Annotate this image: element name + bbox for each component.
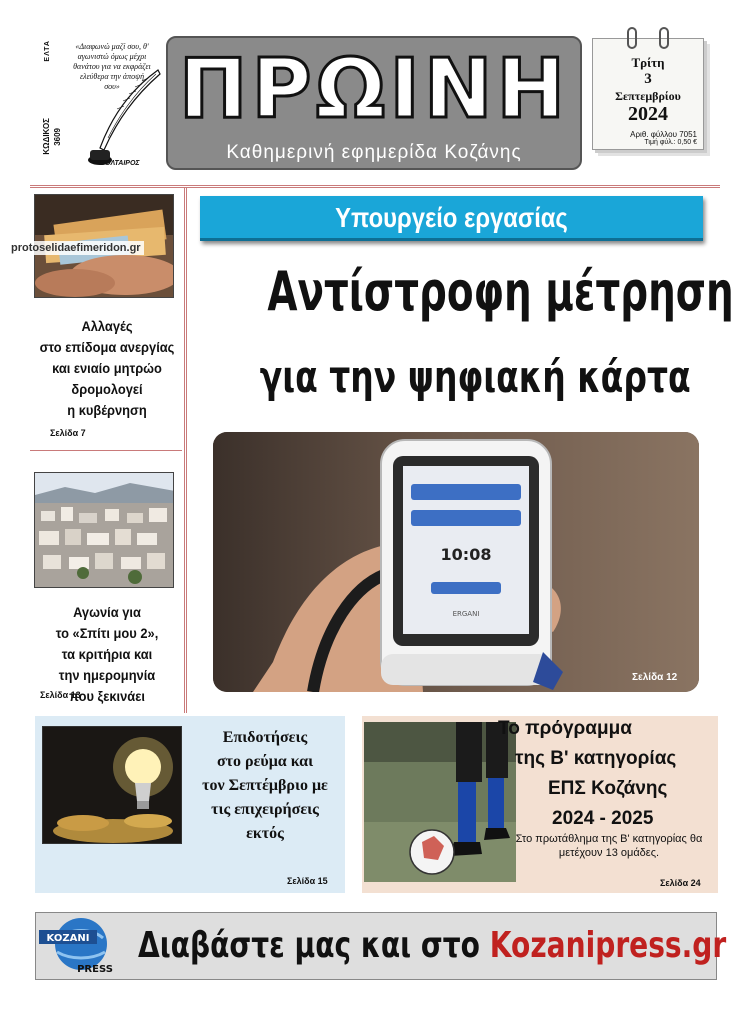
side-story-1-page: Σελίδα 7 bbox=[50, 428, 86, 438]
program-title-line-1: Το πρόγραμμα bbox=[498, 718, 632, 739]
calendar-day: 3 bbox=[644, 71, 652, 87]
headline-line: τα κριτήρια και bbox=[61, 646, 153, 662]
calendar-ring-icon bbox=[627, 27, 637, 49]
headline-line: η κυβέρνηση bbox=[67, 402, 147, 418]
city-skyline-image bbox=[35, 473, 174, 588]
kicker-text: Υπουργείο εργασίας bbox=[335, 202, 568, 233]
headline-line: στο ρεύμα και bbox=[216, 753, 314, 770]
section-divider bbox=[30, 450, 182, 452]
headline-line: το «Σπίτι μου 2», bbox=[55, 625, 159, 641]
issue-price: Τιμή φύλ.: 0,50 € bbox=[644, 139, 697, 146]
device-time: 10:08 bbox=[440, 545, 492, 564]
kozanipress-logo-icon[interactable] bbox=[37, 914, 119, 978]
main-headline-line-1: Αντίστροφη μέτρηση bbox=[267, 260, 734, 323]
program-title-line-4: 2024 - 2025 bbox=[552, 808, 654, 829]
banner-brand-link[interactable]: Kozanipress.gr bbox=[489, 925, 727, 966]
headline-line: δρομολογεί bbox=[71, 381, 143, 397]
headline-line: εκτός bbox=[246, 825, 284, 842]
main-story-kicker bbox=[200, 196, 703, 241]
calendar-month: Σεπτεμβρίου bbox=[615, 89, 681, 103]
headline-line: που ξεκινάει bbox=[69, 688, 145, 704]
issue-number: Αριθ. φύλλου 7051 bbox=[630, 130, 697, 139]
headline-line: Επιδοτήσεις bbox=[222, 729, 308, 746]
calendar-year: 2024 bbox=[628, 103, 668, 125]
code-number: 3609 bbox=[53, 128, 62, 146]
headline-line: και ενιαίο μητρώο bbox=[52, 360, 162, 376]
energy-subsidy-page: Σελίδα 15 bbox=[287, 876, 328, 886]
newspaper-title-box bbox=[166, 36, 582, 170]
logo-top-text: KOZANI bbox=[46, 933, 90, 944]
main-story-page: Σελίδα 12 bbox=[632, 672, 678, 683]
side-story-1-headline bbox=[38, 316, 176, 421]
device-brand: ERGANI bbox=[452, 610, 480, 618]
side-story-2-page: Σελίδα 13 bbox=[40, 690, 81, 700]
masthead-quote-block bbox=[38, 28, 163, 173]
headline-line: Αγωνία για bbox=[73, 604, 141, 620]
city-photo bbox=[34, 472, 174, 588]
banner-text: Διαβάστε μας και στο bbox=[138, 925, 480, 966]
lightbulb-photo bbox=[42, 726, 182, 844]
headline-line: τις επιχειρήσεις bbox=[211, 801, 319, 818]
code-label: ΚΩΔΙΚΟΣ bbox=[42, 118, 51, 155]
program-note: Στο πρωτάθλημα της Β' κατηγορίας θα μετέχουν 13 ομάδες. bbox=[515, 833, 703, 859]
watermark-site: protoselidaefimeridon.gr bbox=[8, 241, 144, 255]
program-title-line-2: της Β' κατηγορίας bbox=[515, 748, 677, 769]
digital-card-photo bbox=[213, 432, 699, 692]
masthead-quote: «Διαφωνώ μαζί σου, θ' αγωνιστώ όμως μέχρι θανάτου για να εκφράζει ελεύθερα την άποψή σου» bbox=[73, 42, 151, 91]
headline-line: στο επίδομα ανεργίας bbox=[39, 339, 175, 355]
logo-bottom-text: PRESS bbox=[77, 964, 113, 975]
energy-subsidy-headline bbox=[185, 726, 345, 846]
newspaper-title: ΠΡΩΙΝΗ bbox=[178, 42, 570, 137]
main-headline-line-2: για την ψηφιακή κάρτα bbox=[259, 352, 691, 403]
football-player-image bbox=[364, 722, 516, 882]
masthead-divider bbox=[30, 185, 720, 188]
column-divider bbox=[184, 188, 187, 713]
handheld-scanner-image bbox=[213, 432, 699, 692]
elta-label: ΕΛΤΑ bbox=[44, 40, 51, 62]
headline-line: τον Σεπτέμβριο με bbox=[202, 777, 328, 794]
quote-author: ΒΟΛΤΑΙΡΟΣ bbox=[100, 160, 140, 167]
calendar-day-name: Τρίτη bbox=[631, 55, 665, 70]
calendar-ring-icon bbox=[659, 27, 669, 49]
program-page: Σελίδα 24 bbox=[660, 878, 701, 888]
banner-message[interactable] bbox=[138, 918, 726, 974]
program-title-line-3: ΕΠΣ Κοζάνης bbox=[548, 778, 668, 799]
date-calendar bbox=[592, 38, 704, 150]
lightbulb-coins-image bbox=[43, 727, 182, 844]
headline-line: την ημερομηνία bbox=[58, 667, 156, 683]
newspaper-subtitle: Καθημερινή εφημερίδα Κοζάνης bbox=[226, 142, 522, 163]
headline-line: Αλλαγές bbox=[81, 318, 133, 334]
football-photo bbox=[364, 722, 516, 882]
